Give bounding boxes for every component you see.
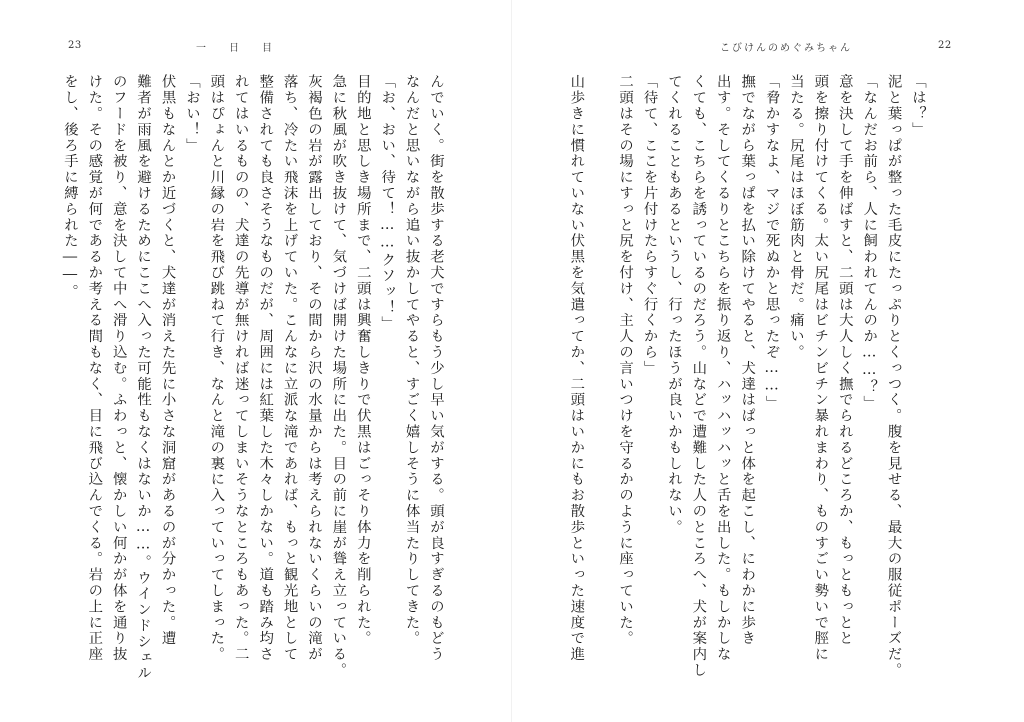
right-page	[512, 0, 1024, 722]
text-line: 「お、おい、待て！……クソッ！」	[379, 74, 396, 332]
page-number: 22	[938, 40, 952, 51]
text-line: 山歩きに慣れていない伏黒を気遣ってか、二頭はいかにもお散歩といった速度で進	[568, 74, 585, 663]
page-number: 23	[68, 40, 82, 51]
text-line: 難者が雨風を避けるためにここへ入った可能性もなくはないか……。ウインドシェル	[135, 74, 152, 682]
text-line: 「脅かすなよ、マジで死ぬかと思ったぞ……」	[763, 74, 780, 412]
text-line: 頭を擦り付けてくる。太い尻尾はビチンビチン暴れまわり、ものすごい勢いで脛に	[812, 74, 829, 663]
text-line: 二頭はその場にすっと尻を付け、主人の言いつけを守るかのように座っていた。	[617, 74, 634, 647]
text-line: 落ち、冷たい飛沫を上げていた。こんなに立派な滝であれば、もっと観光地として	[281, 74, 298, 663]
running-head: こびけんのめぐみちゃん	[720, 43, 852, 54]
text-line: 撫でながら葉っぱを払い除けてやると、犬達はぱっと体を起こし、にわかに歩き	[739, 74, 756, 647]
text-line: 当たる。尻尾はほぼ筋肉と骨だ。痛い。	[787, 74, 804, 361]
text-line: けた。その感覚が何であるか考える間もなく、目に飛び込んでくる。岩の上に正座	[86, 74, 103, 663]
text-line: 泥と葉っぱが整った毛皮にたっぷりとくっつく。腹を見せる、最大の服従ポーズだ。	[885, 74, 902, 679]
text-line: くても、こちらを誘っているのだろう。山などで遭難した人のところへ、犬が案内し	[690, 74, 707, 679]
text-line: 整備されても良さそうなものだが、周囲には紅葉した木々しかない。道も踏み均さ	[257, 74, 274, 663]
text-line: てくれることもあるというし、行ったほうが良いかもしれない。	[665, 74, 682, 536]
text-line: 「は？」	[910, 74, 926, 138]
text-line: 急に秋風が吹き抜けて、気づけば開けた場所に出た。目の前に崖が聳え立っている。	[330, 74, 347, 679]
text-line: 意を決して手を伸ばすと、二頭は大人しく撫でられるどころか、もっともっとと	[836, 74, 853, 647]
text-line: 灰褐色の岩が露出しており、その間から沢の水量からは考えられないくらいの滝が	[305, 74, 322, 663]
text-line: れてはいるものの、犬達の先導が無ければ迷ってしまいそうなところもあった。二	[232, 74, 249, 663]
text-line: 目的地と思しき場所まで、二頭は興奮しきりで伏黒はごっそり体力を削られた。	[354, 74, 371, 647]
text-line: のフードを被り、意を決して中へ滑り込む。ふわっと、懐かしい何かが体を通り抜	[110, 74, 127, 663]
text-line: 「おい！」	[183, 74, 200, 154]
text-line: 出す。そしてくるりとこちらを振り返り、ハッハッハッと舌を出した。もしかしな	[714, 74, 731, 663]
body-text	[58, 74, 448, 682]
text-line: 「なんだお前ら、人に飼われてんのか……？」	[861, 74, 878, 412]
running-head: 一日目	[196, 43, 295, 54]
text-line: んでいく。街を散歩する老犬ですらもう少し早い気がする。頭が良すぎるのもどう	[428, 74, 444, 663]
text-line: 頭はぴょんと川縁の岩を飛び跳ねて行き、なんと滝の裏に入っていってしまった。	[208, 74, 225, 663]
blank-line	[588, 74, 612, 674]
text-line: をし、後ろ手に縛られた――。	[61, 74, 78, 300]
text-line: 「待て、ここを片付けたらすぐ行くから」	[641, 74, 658, 377]
body-text	[568, 74, 930, 679]
text-line: なんだと思いながら追い抜かしてやると、すごく嬉しそうに体当たりしてきた。	[403, 74, 420, 647]
text-line: 伏黒もなんとか近づくと、犬達が消えた先に小さな洞窟があるのが分かった。遭	[159, 74, 176, 647]
